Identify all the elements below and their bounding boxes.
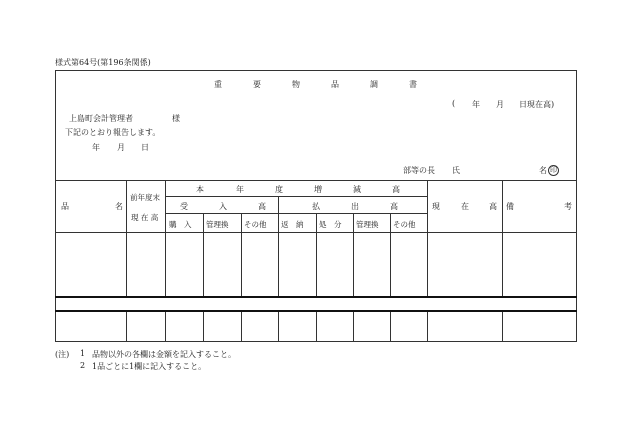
table-top-line <box>55 180 577 181</box>
addressee-name: 上島町会計管理者 <box>69 114 133 123</box>
date-year: 年 <box>92 143 100 152</box>
as-of-open: ( <box>452 99 456 108</box>
header-item-char: 名 <box>115 202 123 211</box>
notes-label: (注) <box>55 350 70 359</box>
as-of-year: 年 <box>472 100 480 109</box>
title-char: 書 <box>409 80 417 89</box>
dept-head-label: 部等の長 <box>403 166 435 175</box>
date-day: 日 <box>141 143 149 152</box>
title-char: 物 <box>292 80 300 89</box>
date-month: 月 <box>117 143 125 152</box>
title-char: 重 <box>214 80 222 89</box>
title-char: 品 <box>331 80 339 89</box>
form-number: 様式第64号(第196条関係) <box>55 58 151 67</box>
header-prev-line2: 現 在 高 <box>131 213 159 222</box>
note-text: 1品ごとに1欄に記入すること。 <box>92 362 207 371</box>
table-double-line <box>55 296 577 298</box>
seal-mark: 印 <box>550 166 557 174</box>
table-subhead-line <box>165 213 427 214</box>
name-label: 氏 <box>452 166 460 175</box>
note-number: 2 <box>80 361 86 370</box>
header-item-char: 品 <box>61 202 69 211</box>
addressee-honorific: 様 <box>172 114 180 123</box>
note-text: 品物以外の各欄は金額を記入すること。 <box>92 350 236 359</box>
note-number: 1 <box>80 349 86 358</box>
title-char: 要 <box>253 80 261 89</box>
table-change-line <box>165 196 427 197</box>
name-suffix: 名 <box>539 166 547 175</box>
header-prev-line1: 前年度末 <box>130 193 160 202</box>
as-of-month: 月 <box>496 100 504 109</box>
title-char: 調 <box>370 80 378 89</box>
as-of-close: 日現在高) <box>519 100 555 109</box>
report-line: 下記のとおり報告します。 <box>65 128 161 137</box>
